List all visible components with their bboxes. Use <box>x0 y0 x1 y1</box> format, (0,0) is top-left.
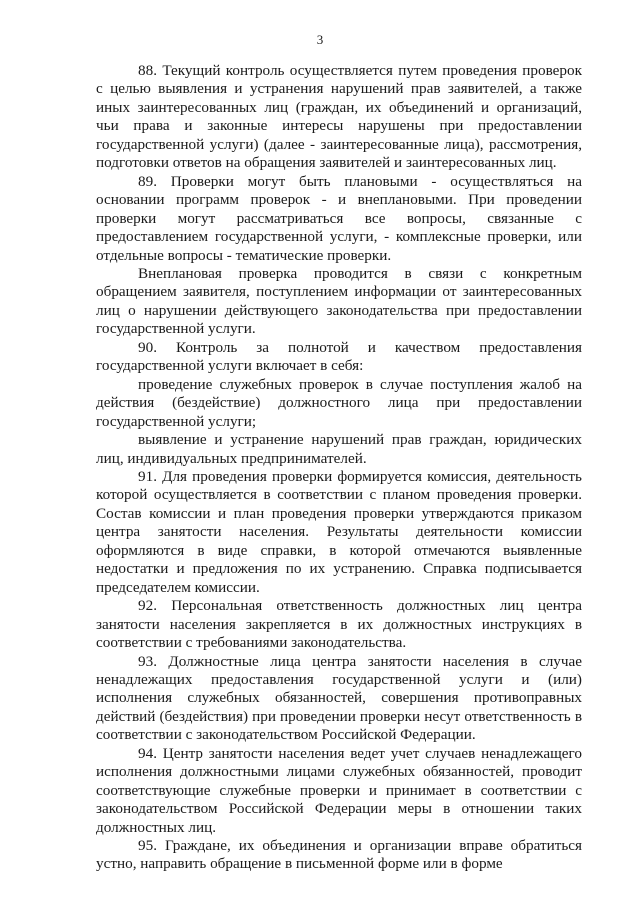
paragraph-89: 89. Проверки могут быть плановыми - осуществляться на основании программ проверок - и внеплановыми. При проведении проверки могут рассматриваться все вопросы, связанные с предоставлением государственной услуги, - комплексные проверки, или отдельные вопросы - тематические проверки. <box>96 172 582 264</box>
paragraph-88: 88. Текущий контроль осуществляется путем проведения проверок с целью выявления и устранения нарушений прав заявителей, а также иных заинтересованных лиц (граждан, их объединений и организаций, чьи права и законные интересы нарушены при предоставлении государственной услуги) (далее - заинтересованные лица), рассмотрения, подготовки ответов на обращения заявителей и заинтересованных лиц. <box>96 62 582 172</box>
page-number: 3 <box>316 32 324 47</box>
paragraph-91: 91. Для проведения проверки формируется комиссия, деятельность которой осуществляется в соответствии с планом проведения проверки. Состав комиссии и план проведения проверки утверждаются приказом центра занятости населения. Результаты деятельности комиссии оформляются в виде справки, в которой отмечаются выявленные недостатки и предложения по их устранению. Справка подписывается председателем комиссии. <box>96 467 582 596</box>
paragraph-92: 92. Персональная ответственность должностных лиц центра занятости населения закрепляется в их должностных инструкциях в соответствии с требованиями законодательства. <box>96 597 582 652</box>
paragraph-95: 95. Граждане, их объединения и организации вправе обратиться устно, направить обращение в письменной форме или в форме <box>96 837 582 873</box>
paragraph-unscheduled-inspection: Внеплановая проверка проводится в связи с конкретным обращением заявителя, поступлением информации от заинтересованных лиц о нарушении действующего законодательства при предоставлении государственной услуги. <box>96 264 582 338</box>
document-body <box>96 62 582 874</box>
paragraph-90: 90. Контроль за полнотой и качеством предоставления государственной услуги включает в себя: <box>96 338 582 375</box>
paragraph-94: 94. Центр занятости населения ведет учет случаев ненадлежащего исполнения должностными лицами служебных обязанностей, проводит соответствующие служебные проверки и принимает в соответствии с законодательством Российской Федерации меры в отношении таких должностных лиц. <box>96 744 582 836</box>
paragraph-93: 93. Должностные лица центра занятости населения в случае ненадлежащих предоставления государственной услуги и (или) исполнения служебных обязанностей, совершения противоправных действий (бездействия) при проведении проверки несут ответственность в соответствии с законодательством Российской Федерации. <box>96 652 582 744</box>
paragraph-90-item-2: выявление и устранение нарушений прав граждан, юридических лиц, индивидуальных предпринимателей. <box>96 431 582 467</box>
paragraph-90-item-1: проведение служебных проверок в случае поступления жалоб на действия (бездействие) должностного лица при предоставлении государственной услуги; <box>96 375 582 430</box>
